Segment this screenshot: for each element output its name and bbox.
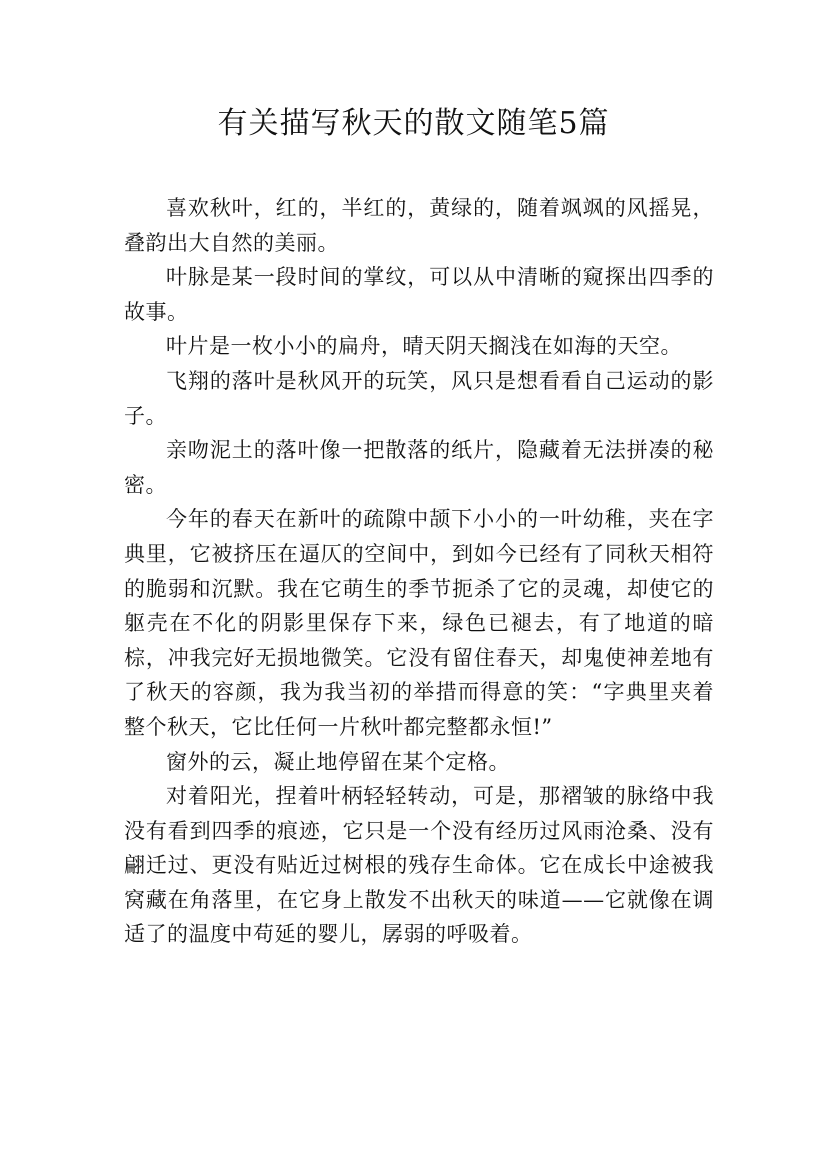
paragraph: 飞翔的落叶是秋风开的玩笑，风只是想看看自己运动的影子。 bbox=[124, 368, 714, 428]
paragraph: 叶脉是某一段时间的掌纹，可以从中清晰的窥探出四季的故事。 bbox=[124, 265, 714, 324]
paragraph: 叶片是一枚小小的扁舟，晴天阴天搁浅在如海的天空。 bbox=[166, 334, 682, 359]
document-title: 有关描写秋天的散文随笔5篇 bbox=[217, 106, 610, 141]
paragraph: 亲吻泥土的落叶像一把散落的纸片，隐藏着无法拼凑的秘密。 bbox=[124, 438, 714, 497]
paragraph: 喜欢秋叶，红的，半红的，黄绿的，随着飒飒的风摇晃，叠韵出大自然的美丽。 bbox=[124, 196, 714, 255]
paragraph: 今年的春天在新叶的疏隙中颉下小小的一叶幼稚，夹在字典里，它被挤压在逼仄的空间中，到如今已经有了同秋天相符的脆弱和沉默。我在它萌生的季节扼杀了它的灵魂，却使它的躯壳在不化的阴影里保存下来，绿色已褪去，有了地道的暗棕，冲我完好无损地微笑。它没有留住春天，却鬼使神差地有了秋天的容颜，我为我当初的举措而得意的笑：“字典里夹着整个秋天，它比任何一片秋叶都完整都永恒!” bbox=[124, 507, 714, 739]
paragraph: 对着阳光，捏着叶柄轻轻转动，可是，那褶皱的脉络中我没有看到四季的痕迹，它只是一个没有经历过风雨沧桑、没有翩迁过、更没有贴近过树根的残存生命体。它在成长中途被我窝藏在角落里，在它身上散发不出秋天的味道——它就像在调适了的温度中苟延的婴儿，孱弱的呼吸着。 bbox=[124, 784, 714, 947]
document-body bbox=[124, 191, 714, 952]
paragraph: 窗外的云，凝止地停留在某个定格。 bbox=[166, 749, 510, 774]
